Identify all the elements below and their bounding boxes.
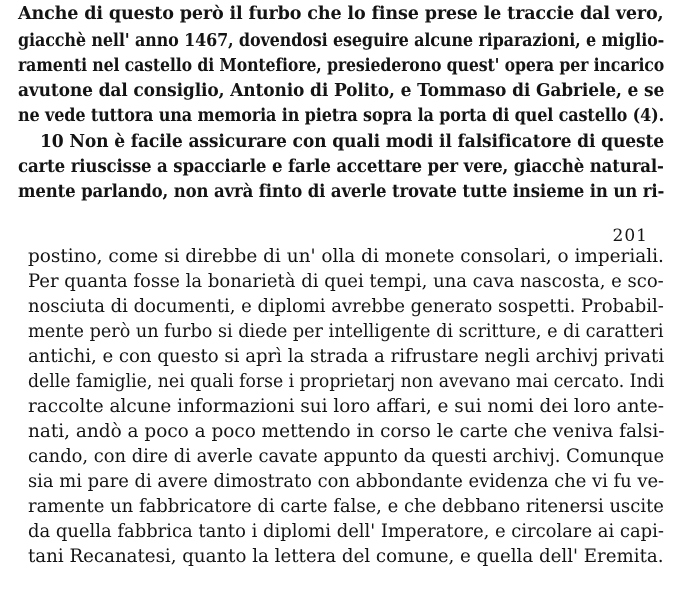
text-line: mente parlando, non avrà finto di averle trovate tutte insieme in un ri- xyxy=(18,182,665,202)
text-line: raccolte alcune informazioni sui loro affari, e sui nomi dei loro ante- xyxy=(28,396,664,417)
page-number: 201 xyxy=(612,226,648,246)
text-line: ramente un fabbricatore di carte false, e che debbano ritenersi uscite xyxy=(28,496,664,517)
text-line: sia mi pare di avere dimostrato con abbondante evidenza che vi fu ve- xyxy=(28,471,665,492)
text-line: antichi, e con questo si aprì la strada a rifrustare negli archivj privati xyxy=(28,346,665,367)
text-line: mente però un furbo si diede per intelligente di scritture, e di caratteri xyxy=(28,321,664,342)
text-line: carte riuscisse a spacciarle e farle accettare per vere, giacchè natural- xyxy=(18,157,664,177)
text-line: ramenti nel castello di Montefiore, presiederono quest' opera per incarico xyxy=(18,56,665,76)
text-line: tani Recanatesi, quanto la lettera del comune, e quella dell' Eremita. xyxy=(28,546,664,567)
text-line: da quella fabbrica tanto i diplomi dell' Imperatore, e circolare ai capi- xyxy=(28,521,664,542)
text-line: 10 Non è facile assicurare con quali modi il falsificatore di queste xyxy=(40,132,664,152)
text-line: avutone dal consiglio, Antonio di Polito, e Tommaso di Gabriele, e se xyxy=(18,81,665,101)
text-line: nati, andò a poco a poco mettendo in corso le carte che veniva falsi- xyxy=(28,421,665,442)
text-line: ne vede tuttora una memoria in pietra sopra la porta di quel castello (4). xyxy=(18,106,665,126)
text-line: nosciuta di documenti, e diplomi avrebbe generato sospetti. Probabil- xyxy=(28,296,664,317)
text-line: cando, con dire di averle cavate appunto da questi archivj. Comunque xyxy=(28,446,665,467)
text-line: Anche di questo però il furbo che lo finse prese le traccie dal vero, xyxy=(18,4,664,24)
text-line: delle famiglie, nei quali forse i proprietarj non avevano mai cercato. Indi xyxy=(28,371,665,392)
text-line: postino, come si direbbe di un' olla di monete consolari, o imperiali. xyxy=(28,246,664,267)
text-line: giacchè nell' anno 1467, dovendosi eseguire alcune riparazioni, e miglio- xyxy=(18,31,665,51)
text-line: Per quanta fosse la bonarietà di quei tempi, una cava nascosta, e sco- xyxy=(28,271,664,292)
